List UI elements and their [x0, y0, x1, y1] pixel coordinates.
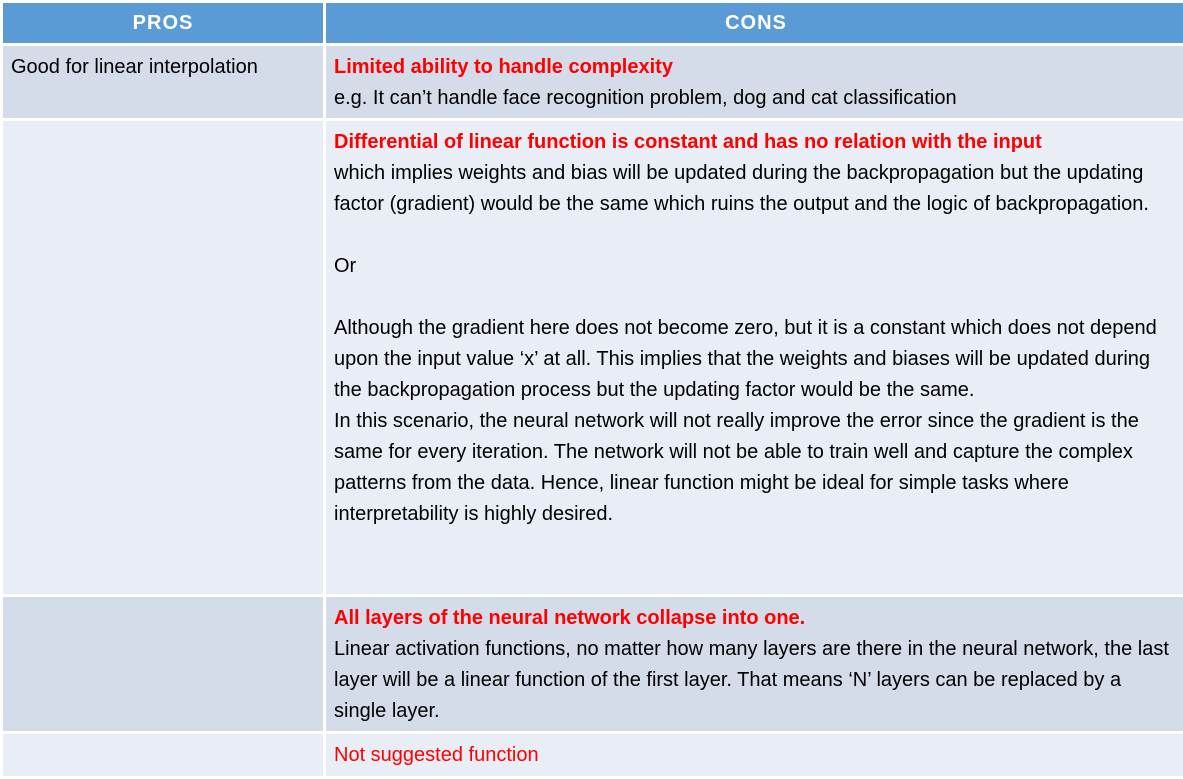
cons-paragraph: In this scenario, the neural network will not really improve the error since the gradient is the same for every iteration. The network will not be able to train well and capture the complex patterns from the data. Hence, linear function might be ideal for simple tasks where interpretability is highly desired. — [334, 410, 1139, 525]
cons-paragraph: which implies weights and bias will be updated during the backpropagation but the updating factor (gradient) would be the same which ruins the output and the logic of backpropagation. — [334, 162, 1149, 215]
table-row — [3, 46, 1183, 118]
cons-paragraph: Differential of linear function is constant and has no relation with the input — [334, 131, 1042, 153]
table-body — [3, 46, 1183, 776]
table-row — [3, 734, 1183, 776]
spacer — [334, 220, 1174, 251]
cons-paragraph: Linear activation functions, no matter how many layers are there in the neural network, the last layer will be a linear function of the first layer. That means ‘N’ layers can be replaced by a single layer. — [334, 638, 1169, 722]
cons-paragraph: Not suggested function — [334, 744, 539, 766]
cons-cell — [326, 46, 1183, 118]
spacer — [334, 282, 1174, 313]
pros-cell — [3, 46, 323, 118]
cons-paragraph: e.g. It can’t handle face recognition problem, dog and cat classification — [334, 87, 957, 109]
cons-paragraph: All layers of the neural network collapse into one. — [334, 607, 806, 629]
pros-cell — [3, 121, 323, 594]
pros-cell — [3, 734, 323, 776]
cons-paragraph: Limited ability to handle complexity — [334, 56, 673, 78]
pros-cell — [3, 597, 323, 731]
cons-column-header: CONS — [326, 3, 1183, 43]
table-row — [3, 597, 1183, 731]
pros-column-header: PROS — [3, 3, 323, 43]
cons-cell — [326, 121, 1183, 594]
header-row — [3, 3, 1183, 43]
cons-paragraph: Or — [334, 255, 357, 277]
table-header — [3, 3, 1183, 43]
cons-paragraph: Although the gradient here does not become zero, but it is a constant which does not depend upon the input value ‘x’ at all. This implies that the weights and biases will be updated during the backpropagation process but the updating factor would be the same. — [334, 317, 1157, 401]
cons-cell — [326, 734, 1183, 776]
cons-cell — [326, 597, 1183, 731]
pros-text: Good for linear interpolation — [11, 56, 258, 78]
table-row — [3, 121, 1183, 594]
